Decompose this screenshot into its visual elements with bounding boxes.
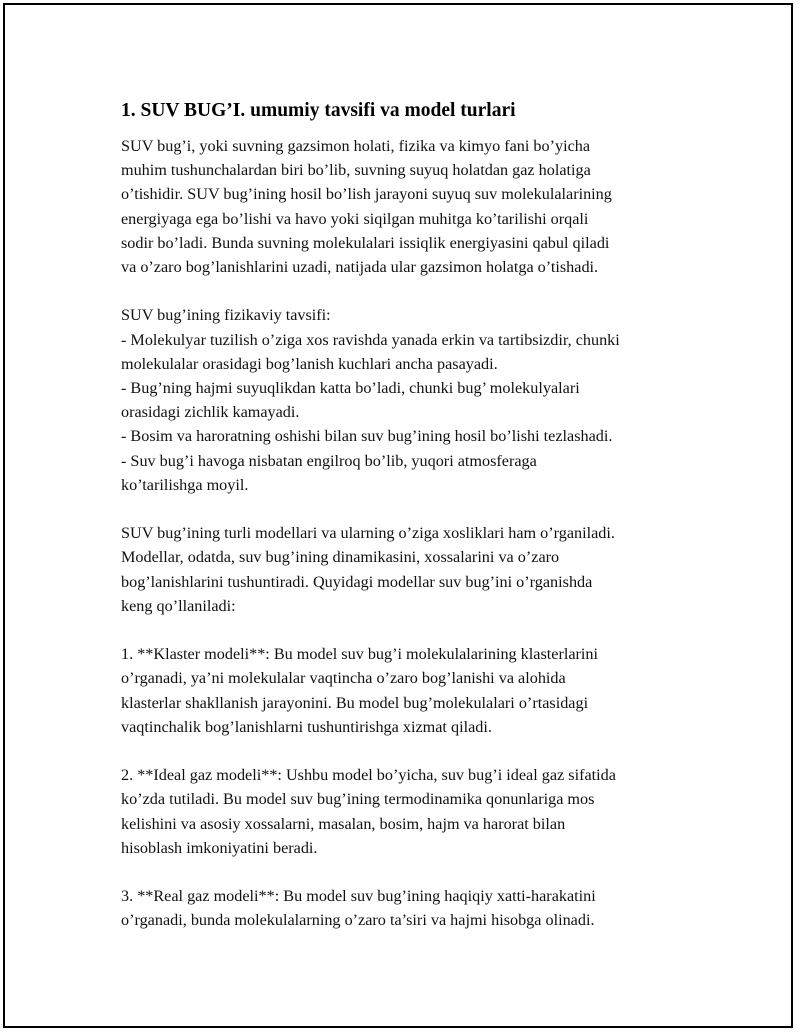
paragraph-models-intro: SUV bug’ining turli modellari va ularning o’ziga xosliklari ham o’rganiladi. Modellar, odatda, suv bug’ining dinamikasini, xossalarini va o’zaro bog’lanishlarini tushuntiradi. Quyidagi modellar suv bug’ini o’rganishda keng qo’llaniladi: [121,524,615,615]
paragraph-intro: SUV bug’i, yoki suvning gazsimon holati, fizika va kimyo fani bo’yicha muhim tushunchalardan biri bo’lib, suvning suyuq holatdan gaz holatiga o’tishidir. SUV bug’ining hosil bo’lish jarayoni suyuq suv molekulalarining energiyaga ega bo’lishi va havo yoki siqilgan muhitga ko’tarilishi orqali sodir bo’ladi. Bunda suvning molekulalari issiqlik energiyasini qabul qiladi va o’zaro bog’lanishlarini uzadi, natijada ular gazsimon holatga o’tishadi. [121,137,612,277]
document-body [121,98,701,933]
paragraph-ideal-gas-model: 2. **Ideal gaz modeli**: Ushbu model bo’yicha, suv bug’i ideal gaz sifatida ko’zda tutiladi. Bu model suv bug’ining termodinamika qonunlariga mos kelishini va asosiy xossalarni, masalan, bosim, hajm va harorat bilan hisoblash imkoniyatini beradi. [121,766,616,857]
paragraph-real-gas-model: 3. **Real gaz modeli**: Bu model suv bug’ining haqiqiy xatti-harakatini o’rganadi, bunda molekulalarning o’zaro ta’siri va hajmi hisobga olinadi. [121,887,596,930]
paragraph-cluster-model: 1. **Klaster modeli**: Bu model suv bug’i molekulalarining klasterlarini o’rganadi, ya’ni molekulalar vaqtincha o’zaro bog’lanishi va alohida klasterlar shakllanish jarayonini. Bu model bug’molekulalari o’rtasidagi vaqtinchalik bog’lanishlarni tushuntirishga xizmat qiladi. [121,645,598,736]
paragraph-physical-description: SUV bug’ining fizikaviy tavsifi: - Molekulyar tuzilish o’ziga xos ravishda yanada erkin va tartibsizdir, chunki molekulalar orasidagi bog’lanish kuchlari ancha pasayadi. - Bug’ning hajmi suyuqlikdan katta bo’ladi, chunki bug’ molekulyalari orasidagi zichlik kamayadi. - Bosim va haroratning oshishi bilan suv bug’ining hosil bo’lishi tezlashadi. - Suv bug’i havoga nisbatan engilroq bo’lib, yuqori atmosferaga ko’tarilishga moyil. [121,306,620,494]
document-title: 1. SUV BUG’I. umumiy tavsifi va model turlari [121,100,516,121]
page-frame [3,3,793,1028]
